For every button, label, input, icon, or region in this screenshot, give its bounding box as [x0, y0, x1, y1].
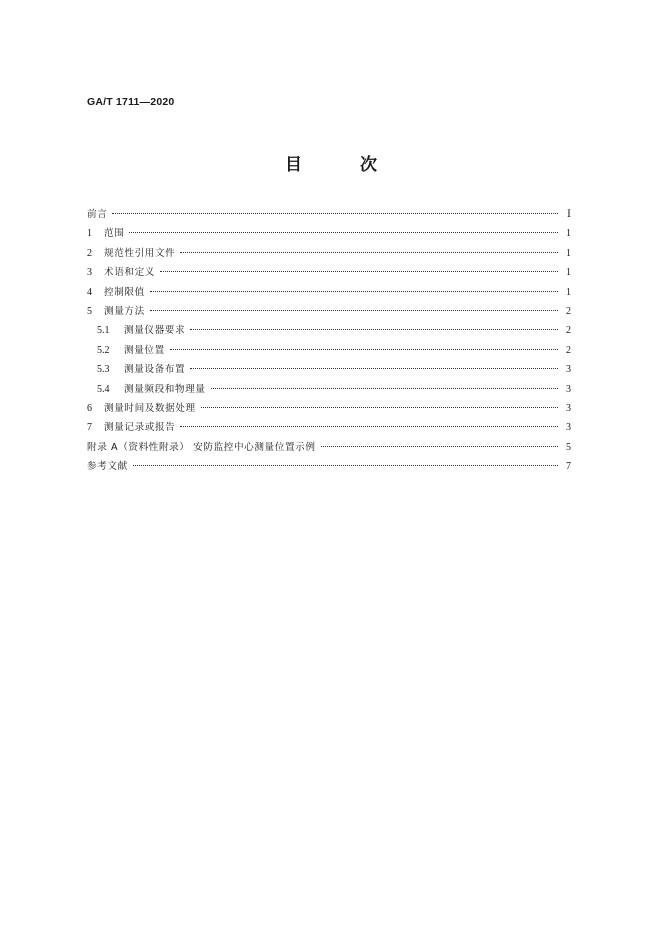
toc-entry-page: 1 [566, 247, 571, 259]
toc-entry-label: 测量位置 [124, 344, 165, 356]
toc-entry-bibliography[interactable] [87, 457, 571, 476]
dot-leader [190, 368, 558, 369]
document-code: GA/T 1711—2020 [87, 96, 175, 108]
toc-entry-number: 5 [87, 305, 92, 317]
toc-entry-records-report[interactable] [87, 418, 571, 437]
toc-entry-label: 控制限值 [104, 286, 145, 298]
toc-entry-label: 测量设备布置 [124, 364, 186, 376]
toc-entry-number: 6 [87, 402, 92, 414]
toc-entry-page: 5 [566, 441, 571, 453]
toc-entry-label: 前言 [87, 209, 108, 220]
toc-entry-control-limits[interactable] [87, 283, 571, 302]
dot-leader [170, 349, 558, 350]
toc-entry-number: 1 [87, 228, 92, 240]
toc-entry-label: 测量频段和物理量 [124, 383, 206, 395]
toc-entry-number: 5.1 [97, 325, 110, 337]
toc-entry-page: Ⅰ [567, 209, 571, 220]
dot-leader [129, 232, 558, 233]
dot-leader [160, 271, 558, 272]
dot-leader [211, 388, 558, 389]
toc-entry-page: 1 [566, 286, 571, 298]
toc-entry-measurement-method[interactable] [87, 302, 571, 321]
toc-entry-scope[interactable] [87, 224, 571, 243]
table-of-contents [87, 205, 571, 476]
toc-entry-page: 1 [566, 228, 571, 240]
toc-entry-page: 2 [566, 305, 571, 317]
toc-entry-label: 参考文献 [87, 461, 128, 473]
toc-entry-label: 范围 [104, 228, 125, 240]
toc-entry-number: 2 [87, 247, 92, 259]
toc-entry-label: 附录 A（资料性附录） 安防监控中心测量位置示例 [87, 441, 316, 453]
dot-leader [133, 465, 558, 466]
toc-entry-number: 5.2 [97, 344, 110, 356]
toc-entry-foreword[interactable] [87, 205, 571, 224]
toc-entry-number: 5.3 [97, 364, 110, 376]
toc-entry-page: 3 [566, 364, 571, 376]
dot-leader [180, 252, 558, 253]
toc-entry-number: 7 [87, 422, 92, 434]
toc-entry-number: 3 [87, 267, 92, 279]
toc-entry-terms-definitions[interactable] [87, 263, 571, 282]
toc-entry-equipment-layout[interactable] [87, 360, 571, 379]
toc-entry-page: 2 [566, 325, 571, 337]
toc-entry-label: 测量方法 [104, 305, 145, 317]
toc-entry-number: 4 [87, 286, 92, 298]
toc-entry-instrument-requirements[interactable] [87, 321, 571, 340]
dot-leader [150, 291, 558, 292]
toc-entry-appendix-a[interactable] [87, 438, 571, 457]
dot-leader [321, 446, 558, 447]
toc-entry-page: 3 [566, 422, 571, 434]
toc-entry-page: 1 [566, 267, 571, 279]
toc-entry-page: 7 [566, 461, 571, 473]
toc-entry-label: 规范性引用文件 [104, 247, 176, 259]
toc-entry-measurement-position[interactable] [87, 341, 571, 360]
toc-entry-time-data-processing[interactable] [87, 399, 571, 418]
toc-entry-frequency-quantities[interactable] [87, 380, 571, 399]
toc-entry-label: 测量记录或报告 [104, 422, 176, 434]
toc-entry-label: 术语和定义 [104, 267, 155, 279]
toc-entry-number: 5.4 [97, 383, 110, 395]
toc-entry-page: 3 [566, 383, 571, 395]
toc-entry-page: 2 [566, 344, 571, 356]
dot-leader [150, 310, 558, 311]
dot-leader [190, 329, 558, 330]
dot-leader [180, 426, 558, 427]
page-title: 目 次 [285, 155, 403, 175]
toc-entry-page: 3 [566, 402, 571, 414]
dot-leader [112, 213, 558, 214]
toc-entry-normative-references[interactable] [87, 244, 571, 263]
toc-entry-label: 测量时间及数据处理 [104, 402, 196, 414]
dot-leader [201, 407, 558, 408]
toc-entry-label: 测量仪器要求 [124, 325, 186, 337]
